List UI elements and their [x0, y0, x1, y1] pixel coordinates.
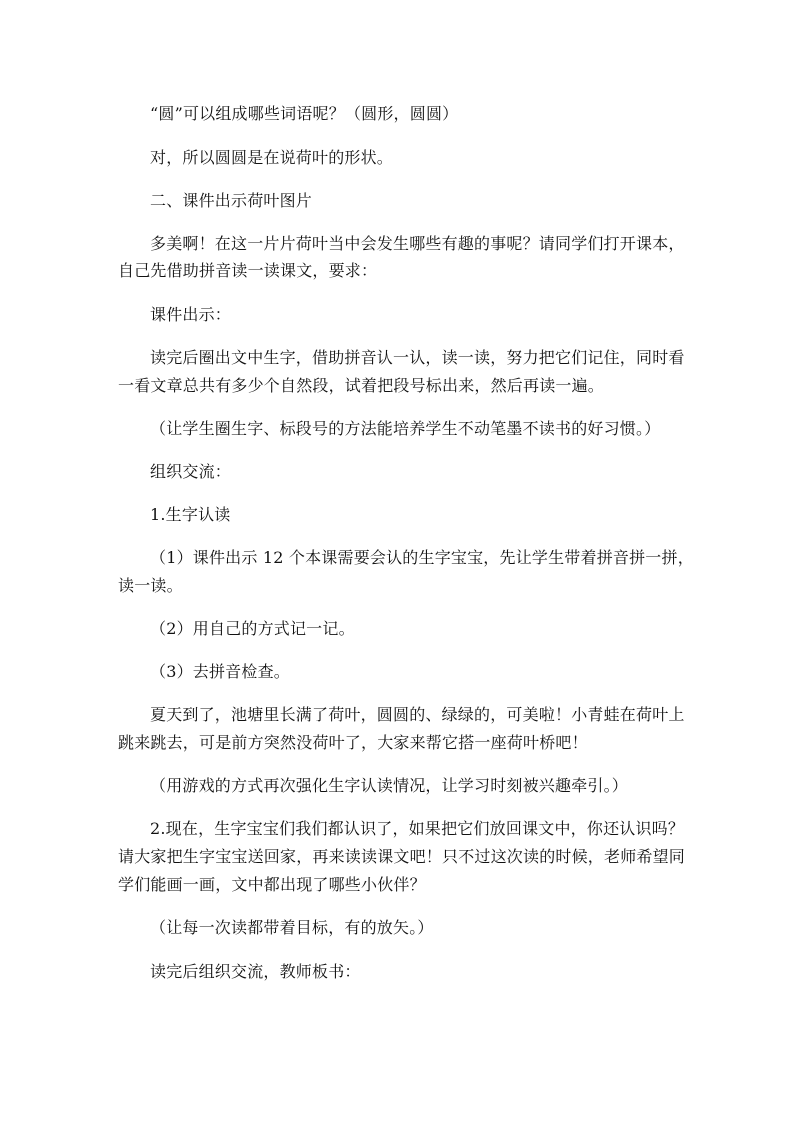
- paragraph-line: “圆”可以组成哪些词语呢？（圆形，圆圆）: [150, 104, 459, 123]
- paragraph-line: （让学生圈生字、标段号的方法能培养学生不动笔墨不读书的好习惯。）: [150, 419, 661, 438]
- paragraph-line: 2.现在，生字宝宝们我们都认识了，如果把它们放回课文中，你还认识吗？: [150, 819, 685, 838]
- paragraph-line: 课件出示：: [150, 305, 232, 324]
- paragraph-line: 一看文章总共有多少个自然段，试着把段号标出来，然后再读一遍。: [118, 376, 605, 395]
- paragraph-line: 对，所以圆圆是在说荷叶的形状。: [150, 148, 394, 167]
- paragraph-line: 请大家把生字宝宝送回家，再来读读课文吧！只不过这次读的时候，老师希望同: [118, 847, 686, 866]
- subsection-heading: 1.生字认读: [150, 505, 231, 524]
- paragraph-line: （用游戏的方式再次强化生字认读情况，让学习时刻被兴趣牵引。）: [150, 776, 629, 795]
- paragraph-line: 学们能画一画，文中都出现了哪些小伙伴？: [118, 875, 426, 894]
- paragraph-line: （让每一次读都带着目标，有的放矢。）: [150, 918, 434, 937]
- paragraph-line: 自己先借助拼音读一读课文，要求：: [118, 261, 378, 280]
- section-heading: 二、课件出示荷叶图片: [150, 191, 313, 210]
- paragraph-line: 跳来跳去，可是前方突然没荷叶了，大家来帮它搭一座荷叶桥吧！: [118, 733, 588, 752]
- paragraph-line: 读完后组织交流，教师板书：: [150, 962, 361, 981]
- paragraph-line: 多美啊！在这一片片荷叶当中会发生哪些有趣的事呢？请同学们打开课本，: [150, 234, 685, 253]
- paragraph-line: （3）去拼音检查。: [150, 662, 290, 681]
- paragraph-line: 读一读。: [118, 576, 183, 595]
- paragraph-line: （1）课件出示 12 个本课需要会认的生字宝宝，先让学生带着拼音拼一拼，: [150, 548, 694, 567]
- paragraph-line: （2）用自己的方式记一记。: [150, 619, 355, 638]
- paragraph-line: 组织交流：: [150, 462, 232, 481]
- paragraph-line: 夏天到了，池塘里长满了荷叶，圆圆的、绿绿的，可美啦！小青蛙在荷叶上: [150, 705, 685, 724]
- paragraph-line: 读完后圈出文中生字，借助拼音认一认，读一读，努力把它们记住，同时看: [150, 348, 685, 367]
